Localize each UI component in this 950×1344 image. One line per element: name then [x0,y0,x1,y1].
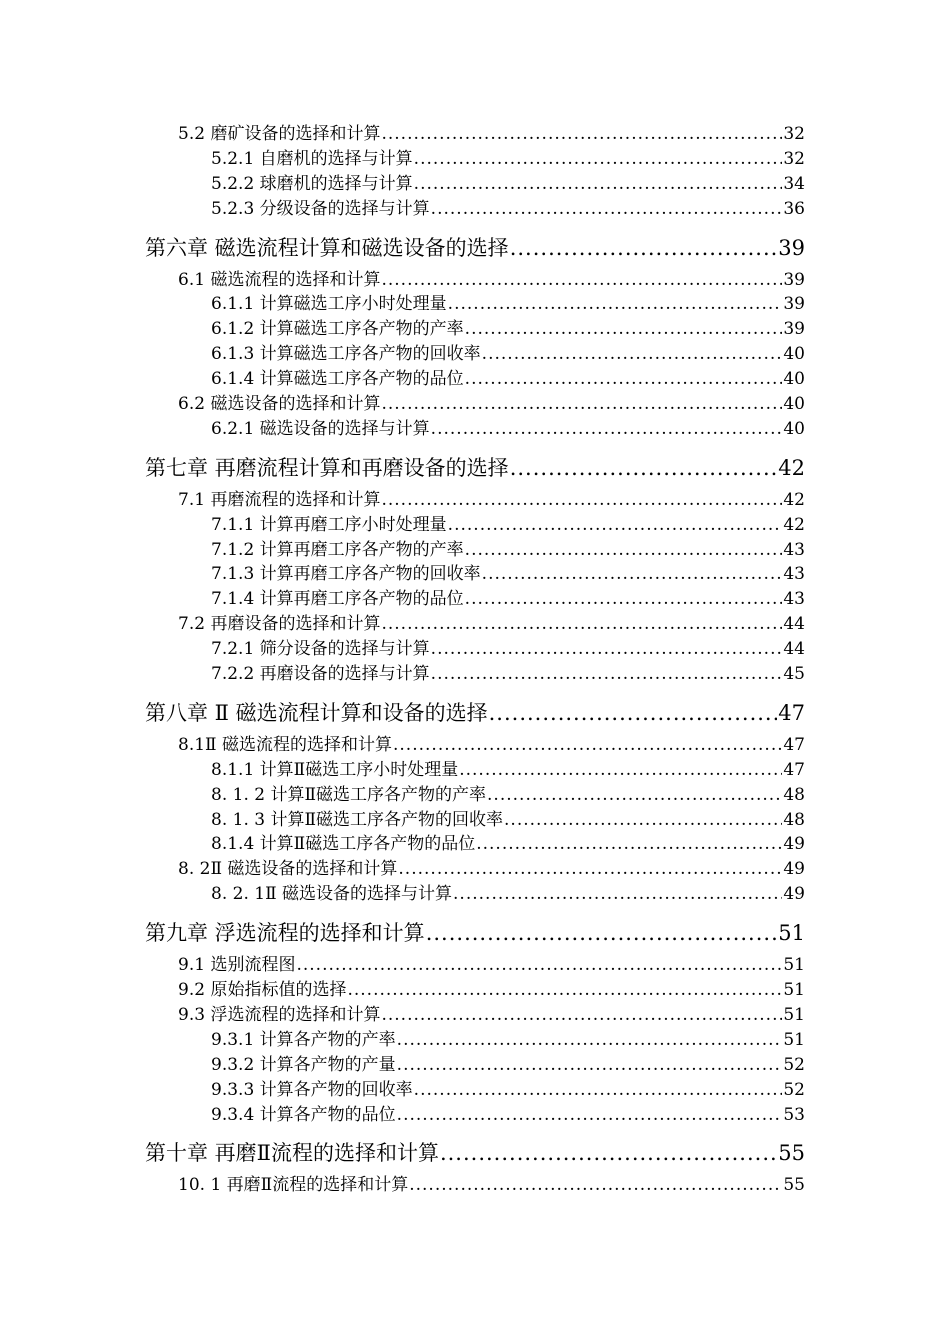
toc-entry-title: 8. 2Ⅱ 磁选设备的选择和计算 [178,859,398,880]
toc-entry-title: 9.2 原始指标值的选择 [178,980,347,1001]
toc-dot-leader [397,1053,783,1078]
toc-page-number: 51 [783,1029,805,1050]
toc-entry-title: 9.3.4 计算各产物的品位 [211,1104,396,1125]
toc-dot-leader [414,147,783,172]
toc-page-number: 52 [783,1054,805,1075]
toc-section-entry[interactable] [211,292,805,317]
toc-entry-title: 第八章 Ⅱ 磁选流程计算和设备的选择 [145,700,488,725]
toc-section-entry[interactable] [178,122,805,147]
toc-dot-leader [476,832,782,857]
toc-page-number: 39 [783,294,805,315]
toc-section-entry[interactable] [211,1053,805,1078]
toc-section-entry[interactable] [211,783,805,808]
toc-page-number: 49 [783,834,805,855]
toc-page-number: 42 [783,514,805,535]
toc-dot-leader [414,172,783,197]
toc-section-entry[interactable] [211,197,805,222]
toc-entry-title: 7.1.1 计算再磨工序小时处理量 [211,514,447,535]
toc-page-number: 40 [783,418,805,439]
toc-dot-leader [397,1103,783,1128]
toc-section-entry[interactable] [211,1103,805,1128]
toc-chapter-entry[interactable] [145,226,805,270]
toc-page-number: 51 [783,980,805,1001]
toc-dot-leader [510,226,778,270]
toc-entry-title: 7.1.4 计算再磨工序各产物的品位 [211,589,464,610]
toc-dot-leader [381,122,782,147]
toc-entry-title: 9.3.1 计算各产物的产率 [211,1029,396,1050]
toc-section-entry[interactable] [211,147,805,172]
toc-dot-leader [397,1028,783,1053]
toc-chapter-entry[interactable] [145,446,805,490]
toc-entry-title: 第七章 再磨流程计算和再磨设备的选择 [145,455,509,480]
toc-dot-leader [482,342,783,367]
toc-page-number: 53 [783,1104,805,1125]
toc-entry-title: 7.1 再磨流程的选择和计算 [178,489,381,510]
toc-dot-leader [448,292,783,317]
toc-page-number: 39 [783,319,805,340]
toc-page-number: 44 [783,639,805,660]
toc-entry-title: 8.1.4 计算Ⅱ磁选工序各产物的品位 [211,834,476,855]
toc-section-entry[interactable] [178,1173,805,1198]
toc-page-number: 55 [783,1175,805,1196]
toc-dot-leader [431,662,783,687]
toc-section-entry[interactable] [211,317,805,342]
toc-entry-title: 6.2.1 磁选设备的选择与计算 [211,418,430,439]
toc-page-number: 48 [783,809,805,830]
toc-page-number: 44 [783,614,805,635]
toc-dot-leader [453,882,782,907]
toc-entry-title: 9.1 选别流程图 [178,955,296,976]
toc-entry-title: 7.1.3 计算再磨工序各产物的回收率 [211,564,481,585]
toc-section-entry[interactable] [178,1003,805,1028]
toc-page-number: 40 [783,394,805,415]
toc-entry-title: 6.1.1 计算磁选工序小时处理量 [211,294,447,315]
toc-page-number: 42 [778,455,805,480]
toc-entry-title: 6.1.2 计算磁选工序各产物的产率 [211,319,464,340]
toc-section-entry[interactable] [211,367,805,392]
toc-section-entry[interactable] [211,587,805,612]
toc-entry-title: 9.3.2 计算各产物的产量 [211,1054,396,1075]
toc-chapter-entry[interactable] [145,1131,805,1175]
toc-page-number: 51 [778,921,805,946]
toc-dot-leader [409,1173,782,1198]
toc-section-entry[interactable] [178,488,805,513]
toc-page-number: 48 [783,784,805,805]
toc-entry-title: 7.2.2 再磨设备的选择与计算 [211,664,430,685]
toc-chapter-entry[interactable] [145,691,805,735]
toc-entry-title: 5.2.2 球磨机的选择与计算 [211,173,413,194]
toc-page-number: 34 [783,173,805,194]
toc-page-number: 47 [783,759,805,780]
toc-section-entry[interactable] [211,882,805,907]
toc-dot-leader [465,367,783,392]
toc-entry-title: 9.3 浮选流程的选择和计算 [178,1004,381,1025]
toc-entry-title: 7.2 再磨设备的选择和计算 [178,614,381,635]
toc-entry-title: 7.2.1 筛分设备的选择与计算 [211,639,430,660]
toc-page-number: 49 [783,859,805,880]
toc-dot-leader [487,783,782,808]
toc-dot-leader [465,317,783,342]
toc-entry-title: 5.2 磨矿设备的选择和计算 [178,124,381,144]
toc-entry-title: 10. 1 再磨Ⅱ流程的选择和计算 [178,1175,409,1196]
toc-page-number: 47 [778,700,805,725]
toc-section-entry[interactable] [211,637,805,662]
toc-page-number: 42 [783,489,805,510]
toc-dot-leader [504,808,782,833]
toc-page-number: 32 [783,124,805,144]
toc-dot-leader [489,691,778,735]
toc-dot-leader [398,857,782,882]
toc-entry-title: 第十章 再磨Ⅱ流程的选择和计算 [145,1141,439,1166]
toc-dot-leader [381,392,782,417]
toc-dot-leader [482,562,783,587]
toc-section-entry[interactable] [211,417,805,442]
toc-entry-title: 5.2.1 自磨机的选择与计算 [211,148,413,169]
toc-section-entry[interactable] [178,392,805,417]
toc-page-number: 32 [783,148,805,169]
toc-dot-leader [381,488,782,513]
toc-chapter-entry[interactable] [145,911,805,955]
toc-page-number: 39 [783,269,805,290]
toc-entry-title: 第九章 浮选流程的选择和计算 [145,921,425,946]
toc-section-entry[interactable] [211,1078,805,1103]
toc-section-entry[interactable] [178,857,805,882]
toc-dot-leader [431,637,783,662]
toc-dot-leader [431,417,783,442]
toc-section-entry[interactable] [178,268,805,293]
toc-entry-title: 第六章 磁选流程计算和磁选设备的选择 [145,235,509,260]
toc-entry-title: 6.1 磁选流程的选择和计算 [178,269,381,290]
toc-dot-leader [465,587,783,612]
toc-dot-leader [414,1078,783,1103]
toc-page-number: 45 [783,664,805,685]
table-of-contents [0,122,950,1198]
toc-entry-title: 6.2 磁选设备的选择和计算 [178,394,381,415]
toc-entry-title: 6.1.3 计算磁选工序各产物的回收率 [211,344,481,365]
toc-entry-title: 5.2.3 分级设备的选择与计算 [211,198,430,219]
toc-section-entry[interactable] [211,562,805,587]
toc-section-entry[interactable] [178,978,805,1003]
toc-page-number: 52 [783,1079,805,1100]
toc-entry-title: 8.1Ⅱ 磁选流程的选择和计算 [178,734,392,755]
toc-dot-leader [448,513,783,538]
toc-dot-leader [347,978,782,1003]
toc-section-entry[interactable] [211,832,805,857]
toc-entry-title: 8. 2. 1Ⅱ 磁选设备的选择与计算 [211,884,453,905]
toc-page-number: 51 [783,1004,805,1025]
toc-page-number: 43 [783,589,805,610]
toc-dot-leader [426,911,778,955]
toc-entry-title: 8.1.1 计算Ⅱ磁选工序小时处理量 [211,759,459,780]
toc-page-number: 40 [783,369,805,390]
toc-section-entry[interactable] [178,612,805,637]
toc-dot-leader [296,953,782,978]
toc-dot-leader [381,612,782,637]
toc-dot-leader [381,1003,782,1028]
toc-page-number: 43 [783,564,805,585]
toc-page-number: 49 [783,884,805,905]
toc-dot-leader [465,538,783,563]
toc-section-entry[interactable] [211,808,805,833]
toc-section-entry[interactable] [211,758,805,783]
toc-entry-title: 7.1.2 计算再磨工序各产物的产率 [211,539,464,560]
toc-dot-leader [381,268,782,293]
toc-section-entry[interactable] [211,538,805,563]
toc-dot-leader [510,446,778,490]
toc-section-entry[interactable] [211,513,805,538]
toc-entry-title: 9.3.3 计算各产物的回收率 [211,1079,413,1100]
toc-dot-leader [459,758,782,783]
toc-section-entry[interactable] [178,953,805,978]
toc-page-number: 40 [783,344,805,365]
toc-section-entry[interactable] [178,733,805,758]
toc-entry-title: 8. 1. 2 计算Ⅱ磁选工序各产物的产率 [211,784,487,805]
toc-page-number: 55 [778,1141,805,1166]
toc-dot-leader [431,197,783,222]
toc-page-number: 36 [783,198,805,219]
toc-section-entry[interactable] [211,662,805,687]
toc-page-number: 43 [783,539,805,560]
toc-entry-title: 8. 1. 3 计算Ⅱ磁选工序各产物的回收率 [211,809,504,830]
toc-section-entry[interactable] [211,1028,805,1053]
toc-entry-title: 6.1.4 计算磁选工序各产物的品位 [211,369,464,390]
toc-section-entry[interactable] [211,342,805,367]
toc-section-entry[interactable] [211,172,805,197]
toc-dot-leader [440,1131,777,1175]
toc-page-number: 51 [783,955,805,976]
toc-page-number: 39 [778,235,805,260]
toc-page-number: 47 [783,734,805,755]
toc-dot-leader [393,733,782,758]
